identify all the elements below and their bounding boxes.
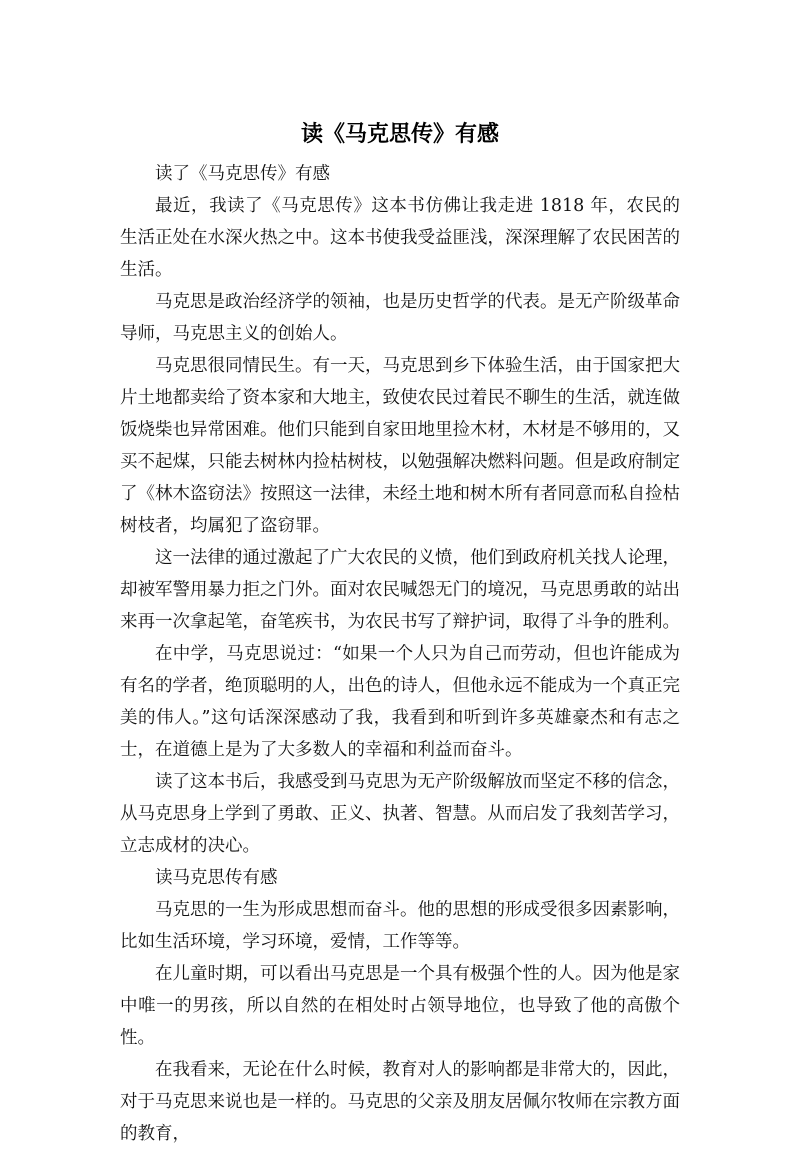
paragraph: 读了《马克思传》有感 [155,164,330,184]
paragraph: 最近，我读了《马克思传》这本书仿佛让我走进 1818 年，农民的生活正处在水深火热之中。这本书使我受益匪浅，深深理解了农民困苦的生活。 [120,196,680,280]
document-body [120,158,680,1150]
paragraph: 在儿童时期，可以看出马克思是一个具有极强个性的人。因为他是家中唯一的男孩，所以自然的在相处时占领导地位，也导致了他的高傲个性。 [120,964,680,1048]
document-title: 读《马克思传》有感 [300,122,499,147]
paragraph: 马克思很同情民生。有一天，马克思到乡下体验生活，由于国家把大片土地都卖给了资本家和大地主，致使农民过着民不聊生的生活，就连做饭烧柴也异常困难。他们只能到自家田地里捡木材，木材是不够用的，又买不起煤，只能去树林内捡枯树枝，以勉强解决燃料问题。但是政府制定了《林木盗窃法》按照这一法律，未经土地和树木所有者同意而私自捡枯树枝者，均属犯了盗窃罪。 [120,356,680,536]
paragraph: 马克思是政治经济学的领袖，也是历史哲学的代表。是无产阶级革命导师，马克思主义的创始人。 [120,292,680,344]
paragraph: 读马克思传有感 [155,868,278,888]
paragraph: 在我看来，无论在什么时候，教育对人的影响都是非常大的，因此，对于马克思来说也是一样的。马克思的父亲及朋友居佩尔牧师在宗教方面的教育， [120,1060,680,1144]
paragraph: 马克思的一生为形成思想而奋斗。他的思想的形成受很多因素影响，比如生活环境，学习环境，爱情，工作等等。 [120,900,680,952]
paragraph: 在中学，马克思说过：“如果一个人只为自己而劳动，但也许能成为有名的学者，绝顶聪明的人，出色的诗人，但他永远不能成为一个真正完美的伟人。”这句话深深感动了我，我看到和听到许多英雄豪杰和有志之士，在道德上是为了大多数人的幸福和利益而奋斗。 [120,644,680,760]
paragraph: 读了这本书后，我感受到马克思为无产阶级解放而坚定不移的信念，从马克思身上学到了勇敢、正义、执著、智慧。从而启发了我刻苦学习，立志成材的决心。 [120,772,680,856]
paragraph: 这一法律的通过激起了广大农民的义愤，他们到政府机关找人论理，却被军警用暴力拒之门外。面对农民喊怨无门的境况，马克思勇敢的站出来再一次拿起笔，奋笔疾书，为农民书写了辩护词，取得了斗争的胜利。 [120,548,680,632]
